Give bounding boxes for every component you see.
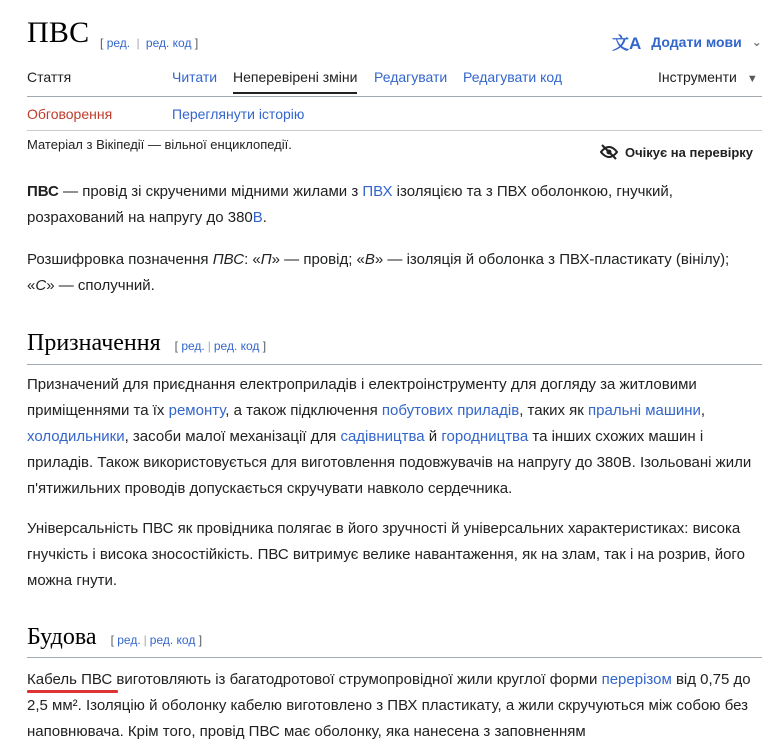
annotation-underline <box>27 690 118 693</box>
text: , а також підключення <box>225 402 382 419</box>
section-heading-structure <box>27 624 202 651</box>
italic-text: П <box>260 251 272 268</box>
link-pvh[interactable]: ПВХ <box>362 183 393 200</box>
heading-text: Будова <box>27 624 97 650</box>
title-edit-links <box>100 36 198 50</box>
page-title: ПВС <box>27 16 90 49</box>
tab-edit-code[interactable]: Редагувати код <box>463 69 563 85</box>
purpose-paragraph-2: Універсальність ПВС як провідника полягає в його зручності й універсальних характеристиках: висока гнучкість і висока зносостійкість. ПВС витримує велике навантаження, як на злам, так і на розрив, його можна гнути. <box>27 520 745 589</box>
edit-separator: | <box>136 36 140 50</box>
tabs-divider <box>27 96 762 97</box>
chevron-down-icon: ▼ <box>746 73 758 85</box>
link-gardening[interactable]: садівництва <box>340 428 425 445</box>
edit-link[interactable]: ред. <box>106 36 131 50</box>
text: Призначений для приєднання електроприладів і електроінструменту для догляду за житловими приміщеннями та їх <box>27 376 697 419</box>
tools-label: Інструменти <box>658 69 737 85</box>
text: » — ізоляція й оболонка з ПВХ-пластикату (вінілу); « <box>27 251 730 294</box>
italic-text: В <box>364 251 375 268</box>
edit-code-link[interactable]: ред. код <box>149 633 196 647</box>
bracket: [ <box>110 633 114 647</box>
tab-edit[interactable]: Редагувати <box>374 69 448 85</box>
bracket: ] <box>198 633 203 647</box>
section-heading-purpose <box>27 330 266 357</box>
text: виготовляють із багатодротової струмопровідної жили круглої форми <box>112 671 602 688</box>
text: й <box>424 428 442 445</box>
edit-bracket-close: ] <box>194 36 199 50</box>
link-repair[interactable]: ремонту <box>168 402 226 419</box>
text: від 0,75 до 2,5 мм². Ізоляцію й оболонку кабелю виготовлено з ПВХ пластикату, а жили скручуються між собою без наповнювача. Крім того, провід ПВС має оболонку, яка нанесена з заповненням <box>27 671 751 740</box>
translate-icon: 文A <box>612 34 642 53</box>
italic-text: С <box>35 277 47 294</box>
section-divider <box>27 657 762 658</box>
section-divider <box>27 364 762 365</box>
highlighted-text: Кабель ПВС <box>27 671 113 688</box>
text: , <box>700 402 706 419</box>
tab-history[interactable]: Переглянути історію <box>172 106 305 122</box>
separator: | <box>143 633 147 647</box>
link-horticulture[interactable]: городництва <box>441 428 529 445</box>
text: ізоляцією та з ПВХ оболонкою, гнучкий, розрахований на напругу до 380 <box>27 183 673 226</box>
italic-text: ПВС <box>212 251 245 268</box>
text: Розшифровка позначення <box>27 251 213 268</box>
text: . <box>262 209 267 226</box>
separator: | <box>207 339 211 353</box>
link-washing-machines[interactable]: пральні машини <box>588 402 701 419</box>
section-edit-links <box>175 339 266 353</box>
text: , засоби малої механізації для <box>124 428 341 445</box>
heading-text: Призначення <box>27 330 161 356</box>
link-cross-section[interactable]: перерізом <box>601 671 672 688</box>
structure-paragraph-1 <box>27 667 757 745</box>
term-bold: ПВС <box>27 183 59 200</box>
site-tagline: Матеріал з Вікіпедії — вільної енциклопедії. <box>27 137 292 152</box>
page-tabs <box>27 60 762 96</box>
bracket: ] <box>262 339 267 353</box>
tab-talk[interactable]: Обговорення <box>27 106 113 122</box>
edit-bracket-open: [ <box>100 36 104 50</box>
section-edit-links <box>111 633 202 647</box>
text: — провід зі скрученими мідними жилами з <box>58 183 363 200</box>
pending-review-indicator[interactable] <box>599 144 753 160</box>
text: » — сполучний. <box>46 277 155 294</box>
intro-paragraph-1 <box>27 179 757 231</box>
add-languages-label: Додати мови <box>651 33 742 50</box>
intro-paragraph-2 <box>27 247 757 299</box>
link-refrigerators[interactable]: холодильники <box>27 428 125 445</box>
edit-link[interactable]: ред. <box>181 339 205 353</box>
text: » — провід; « <box>271 251 365 268</box>
purpose-paragraph-1 <box>27 372 757 502</box>
edit-link[interactable]: ред. <box>117 633 141 647</box>
add-languages-button[interactable] <box>612 29 762 54</box>
bracket: [ <box>174 339 178 353</box>
header-divider <box>27 130 762 131</box>
tools-menu[interactable] <box>658 69 758 85</box>
tab-read[interactable]: Читати <box>172 69 218 85</box>
tab-unreviewed-changes[interactable]: Неперевірені зміни <box>233 69 358 85</box>
edit-code-link[interactable]: ред. код <box>213 339 260 353</box>
chevron-down-icon: ⌄ <box>751 34 762 49</box>
tab-article[interactable]: Стаття <box>27 69 72 85</box>
eye-off-icon <box>599 144 619 160</box>
edit-code-link[interactable]: ред. код <box>145 36 192 50</box>
text: : « <box>244 251 261 268</box>
link-volt[interactable]: В <box>252 209 263 226</box>
text: , таких як <box>519 402 589 419</box>
pending-review-label: Очікує на перевірку <box>625 144 754 160</box>
link-household-appliances[interactable]: побутових приладів <box>381 402 520 419</box>
text: та інших схожих машин і приладів. Також використовується для виготовлення подовжувачів на напругу до 380В. Ізольовані жили п'ятижильних проводів допускається скручувати навколо сердечника. <box>27 428 752 497</box>
